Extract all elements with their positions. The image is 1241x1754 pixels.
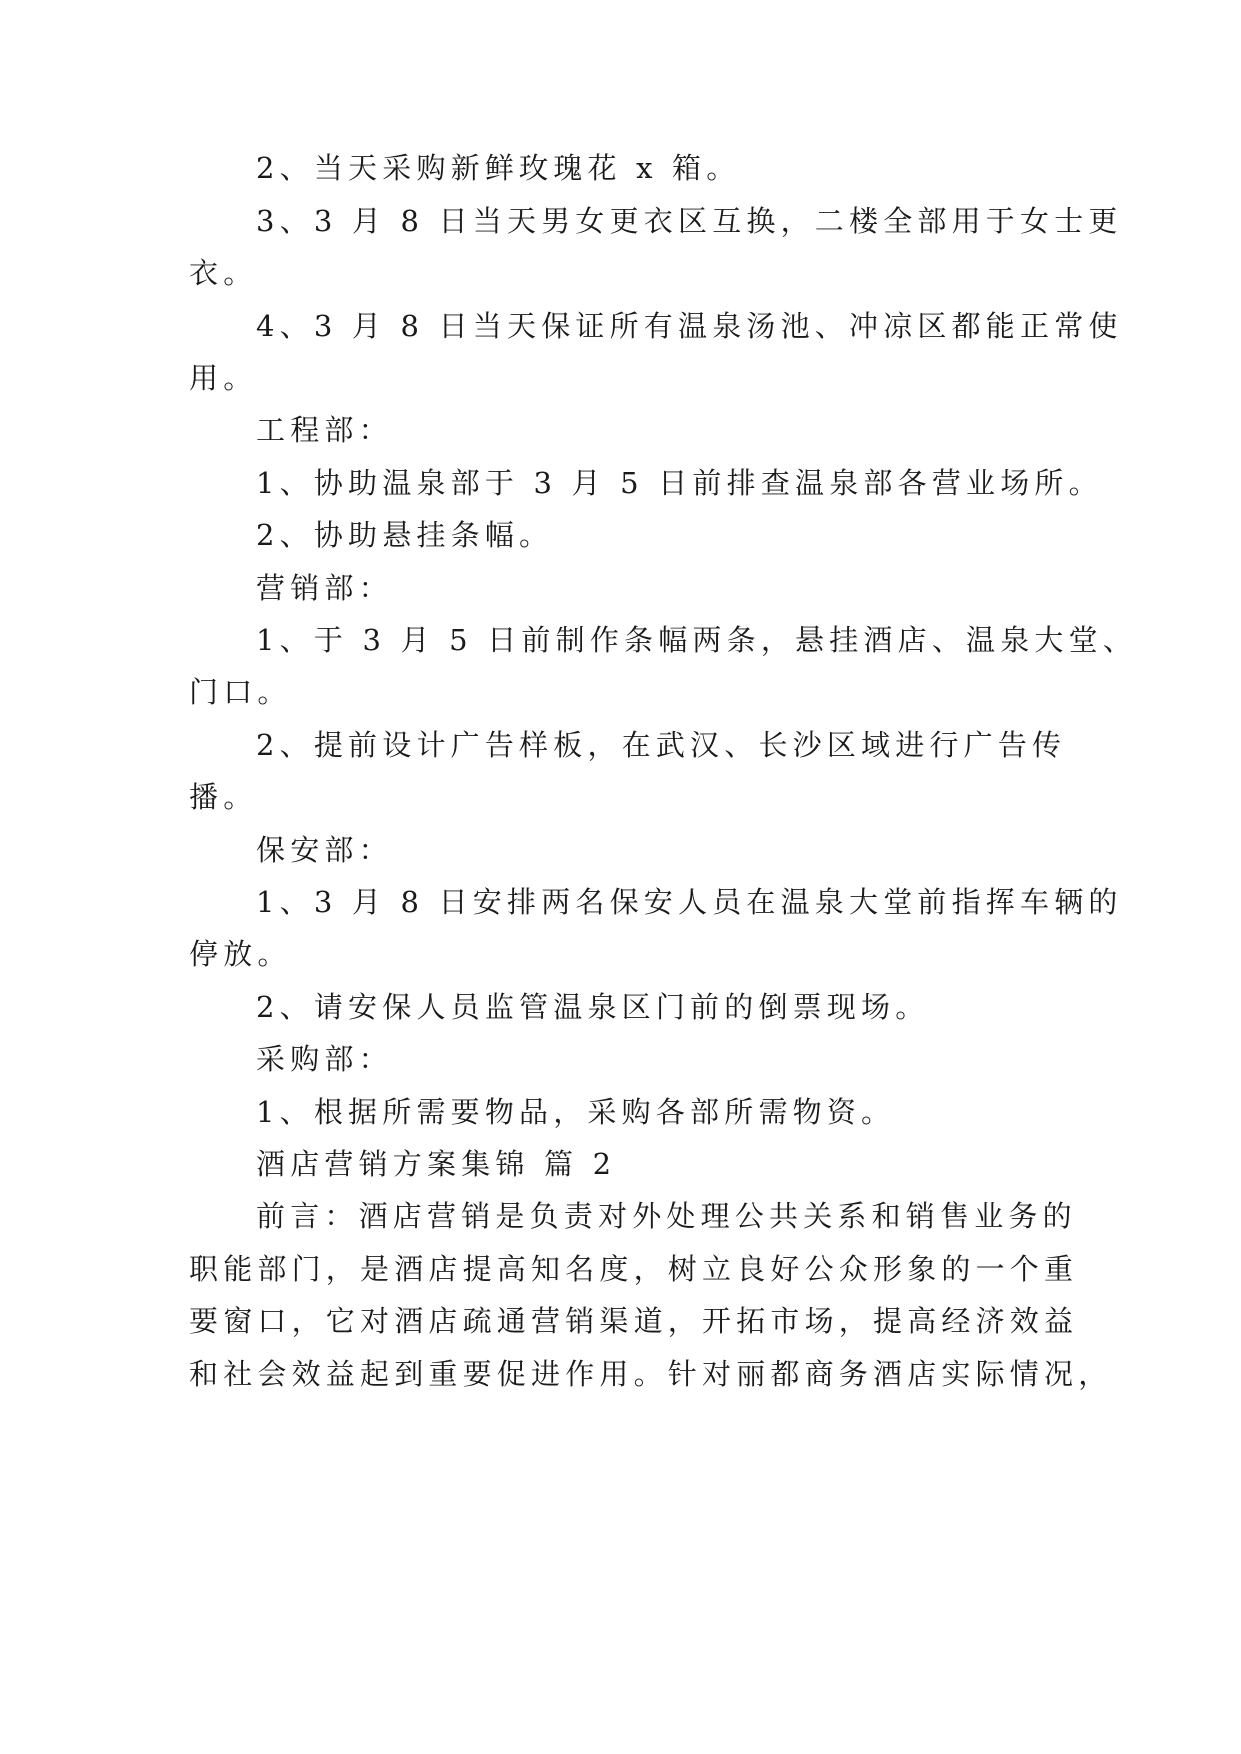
text-line-7: 1、协助温泉部于 3 月 5 日前排查温泉部各营业场所。 [256, 466, 1103, 500]
text-line-24: 和社会效益起到重要促进作用。针对丽都商务酒店实际情况， [189, 1357, 1113, 1391]
text-line-12: 2、提前设计广告样板，在武汉、长沙区域进行广告传 [256, 728, 1067, 762]
section-heading-purchasing: 采购部： [256, 1042, 393, 1076]
text-line-4: 4、3 月 8 日当天保证所有温泉汤池、冲凉区都能正常使 [256, 309, 1123, 343]
text-line-21: 前言：酒店营销是负责对外处理公共关系和销售业务的 [256, 1199, 1077, 1233]
text-line-15: 1、3 月 8 日安排两名保安人员在温泉大堂前指挥车辆的 [256, 885, 1123, 919]
text-line-22: 职能部门，是酒店提高知名度，树立良好公众形象的一个重 [189, 1252, 1079, 1286]
section-heading-engineering: 工程部： [256, 413, 393, 447]
text-line-10: 1、于 3 月 5 日前制作条幅两条，悬挂酒店、温泉大堂、 [256, 623, 1138, 657]
text-line-1: 2、当天采购新鲜玫瑰花 x 箱。 [256, 151, 741, 185]
text-line-3: 衣。 [189, 256, 258, 290]
text-line-5: 用。 [189, 361, 258, 395]
section-heading-marketing: 营销部： [256, 571, 393, 605]
text-line-13: 播。 [189, 780, 258, 814]
text-line-19: 1、根据所需要物品，采购各部所需物资。 [256, 1095, 896, 1129]
text-line-11: 门口。 [189, 675, 292, 709]
text-line-17: 2、请安保人员监管温泉区门前的倒票现场。 [256, 990, 930, 1024]
text-line-2: 3、3 月 8 日当天男女更衣区互换，二楼全部用于女士更 [256, 204, 1123, 238]
section-title-part-2: 酒店营销方案集锦 篇 2 [256, 1147, 617, 1181]
text-line-23: 要窗口，它对酒店疏通营销渠道，开拓市场，提高经济效益 [189, 1304, 1079, 1338]
text-line-16: 停放。 [189, 937, 292, 971]
section-heading-security: 保安部： [256, 833, 393, 867]
text-line-8: 2、协助悬挂条幅。 [256, 518, 554, 552]
